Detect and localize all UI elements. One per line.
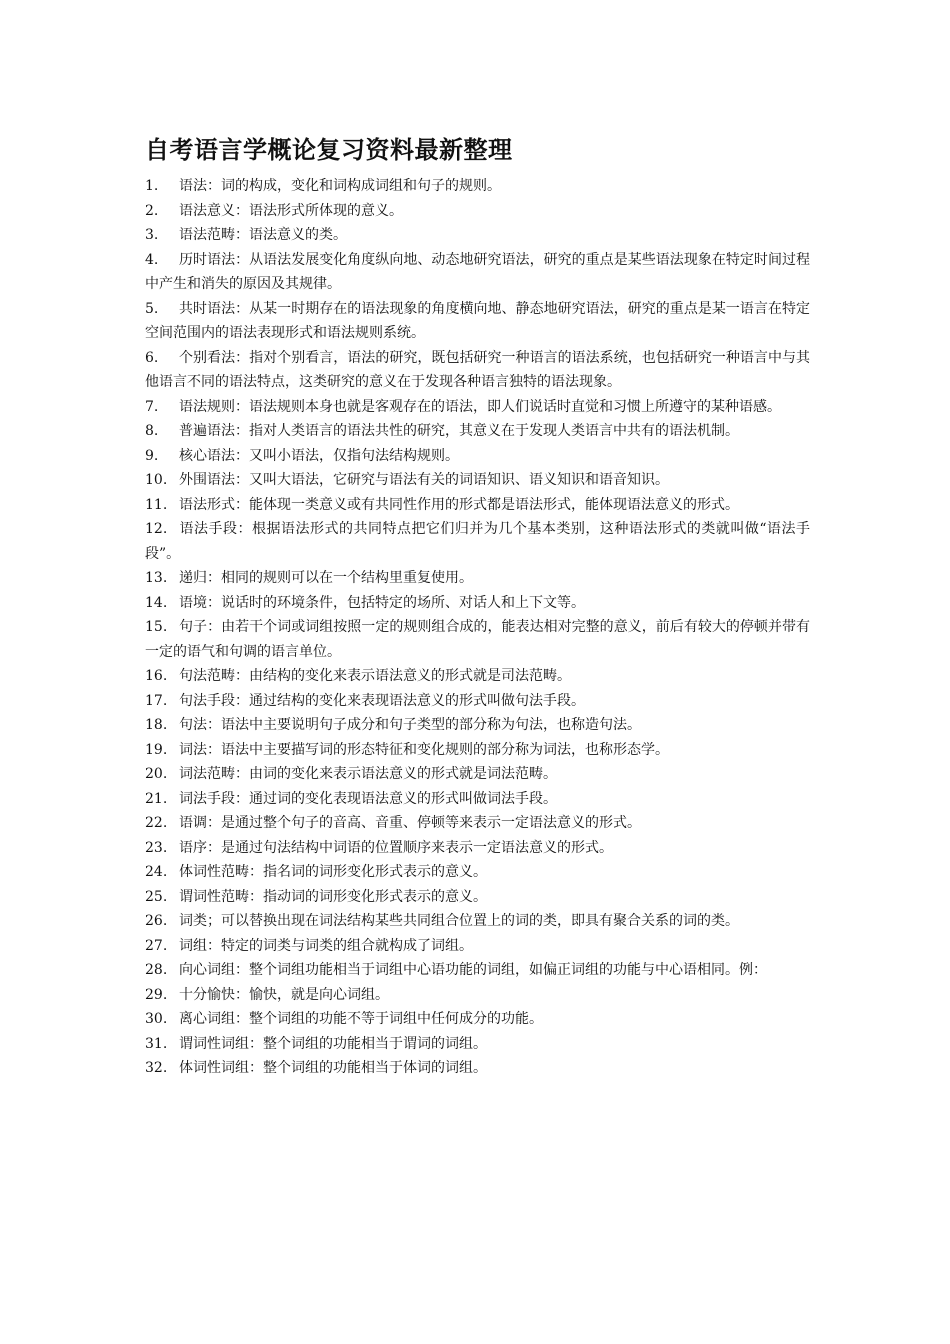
item-number: 5. xyxy=(145,300,159,317)
item-text: 十分愉快：愉快，就是向心词组。 xyxy=(179,986,389,1003)
item-number: 32. xyxy=(145,1060,168,1076)
item-text: 句法：语法中主要说明句子成分和句子类型的部分称为句法，也称造句法。 xyxy=(179,717,641,733)
item-text: 语境：说话时的环境条件，包括特定的场所、对话人和上下文等。 xyxy=(179,594,585,611)
item-number: 23. xyxy=(145,839,168,856)
item-number: 7. xyxy=(145,398,159,415)
list-item xyxy=(145,248,810,297)
item-number: 27. xyxy=(145,937,168,954)
list-item xyxy=(145,517,810,566)
item-number: 28. xyxy=(145,962,168,978)
item-number: 29. xyxy=(145,986,168,1003)
item-number: 11. xyxy=(145,496,168,513)
list-item xyxy=(145,664,810,689)
list-item xyxy=(145,860,810,885)
list-item xyxy=(145,762,810,787)
list-item xyxy=(145,811,810,836)
item-text: 句法手段：通过结构的变化来表现语法意义的形式叫做句法手段。 xyxy=(179,692,585,709)
item-number: 17. xyxy=(145,692,168,709)
list-item xyxy=(145,836,810,861)
item-number: 8. xyxy=(145,423,159,439)
item-number: 1. xyxy=(145,178,159,194)
item-text: 语法规则：语法规则本身也就是客观存在的语法，即人们说话时直觉和习惯上所遵守的某种语感。 xyxy=(179,398,781,415)
item-text: 谓词性范畴：指动词的词形变化形式表示的意义。 xyxy=(179,888,487,905)
list-item xyxy=(145,1007,810,1032)
list-item xyxy=(145,566,810,591)
item-text: 语法手段：根据语法形式的共同特点把它们归并为几个基本类别，这种语法形式的类就叫做“语法手段”。 xyxy=(145,521,810,562)
list-item xyxy=(145,1032,810,1057)
item-number: 6. xyxy=(145,349,159,366)
list-item xyxy=(145,493,810,518)
list-item xyxy=(145,689,810,714)
list-item xyxy=(145,199,810,224)
item-text: 共时语法：从某一时期存在的语法现象的角度横向地、静态地研究语法，研究的重点是某一语言在特定空间范围内的语法表现形式和语法规则系统。 xyxy=(145,300,810,341)
list-item xyxy=(145,174,810,199)
item-number: 16. xyxy=(145,668,168,684)
item-text: 语法形式：能体现一类意义或有共同性作用的形式都是语法形式，能体现语法意义的形式。 xyxy=(179,496,739,513)
list-item xyxy=(145,958,810,983)
definition-list xyxy=(145,174,810,1081)
item-text: 句子：由若干个词或词组按照一定的规则组合成的，能表达相对完整的意义，前后有较大的停顿并带有一定的语气和句调的语言单位。 xyxy=(145,619,810,660)
list-item xyxy=(145,444,810,469)
item-number: 19. xyxy=(145,741,168,758)
item-text: 普遍语法：指对人类语言的语法共性的研究，其意义在于发现人类语言中共有的语法机制。 xyxy=(179,423,739,439)
list-item xyxy=(145,1056,810,1081)
document-title: 自考语言学概论复习资料最新整理 xyxy=(145,136,513,164)
item-text: 核心语法：又叫小语法，仅指句法结构规则。 xyxy=(179,447,459,464)
item-number: 22. xyxy=(145,815,168,831)
list-item xyxy=(145,297,810,346)
list-item xyxy=(145,395,810,420)
item-text: 谓词性词组：整个词组的功能相当于谓词的词组。 xyxy=(179,1035,487,1052)
item-number: 3. xyxy=(145,227,159,243)
item-number: 15. xyxy=(145,619,168,635)
item-number: 10. xyxy=(145,472,168,488)
item-number: 12. xyxy=(145,521,168,537)
document-page xyxy=(145,132,810,1081)
item-text: 个别看法：指对个别看言，语法的研究，既包括研究一种语言的语法系统，也包括研究一种语言中与其他语言不同的语法特点，这类研究的意义在于发现各种语言独特的语法现象。 xyxy=(145,349,810,390)
list-item xyxy=(145,591,810,616)
list-item xyxy=(145,909,810,934)
item-text: 历时语法：从语法发展变化角度纵向地、动态地研究语法，研究的重点是某些语法现象在特定时间过程中产生和消失的原因及其规律。 xyxy=(145,251,810,292)
list-item xyxy=(145,223,810,248)
list-item xyxy=(145,419,810,444)
item-text: 语法范畴：语法意义的类。 xyxy=(179,227,347,243)
list-item xyxy=(145,468,810,493)
item-number: 31. xyxy=(145,1035,168,1052)
list-item xyxy=(145,934,810,959)
list-item xyxy=(145,885,810,910)
item-text: 外围语法：又叫大语法，它研究与语法有关的词语知识、语义知识和语音知识。 xyxy=(179,472,669,488)
item-number: 2. xyxy=(145,202,159,219)
list-item xyxy=(145,615,810,664)
item-text: 语法意义：语法形式所体现的意义。 xyxy=(179,202,403,219)
item-text: 词组：特定的词类与词类的组合就构成了词组。 xyxy=(179,937,473,954)
item-text: 词法：语法中主要描写词的形态特征和变化规则的部分称为词法，也称形态学。 xyxy=(179,741,669,758)
item-text: 语调：是通过整个句子的音高、音重、停顿等来表示一定语法意义的形式。 xyxy=(179,815,641,831)
list-item xyxy=(145,713,810,738)
item-number: 9. xyxy=(145,447,159,464)
item-text: 词类；可以替换出现在词法结构某些共同组合位置上的词的类，即具有聚合关系的词的类。 xyxy=(179,913,739,929)
item-number: 25. xyxy=(145,888,168,905)
item-text: 语法：词的构成，变化和词构成词组和句子的规则。 xyxy=(179,178,501,194)
item-number: 13. xyxy=(145,570,168,586)
item-number: 24. xyxy=(145,864,168,880)
item-text: 词法范畴：由词的变化来表示语法意义的形式就是词法范畴。 xyxy=(179,766,557,782)
item-text: 递归：相同的规则可以在一个结构里重复使用。 xyxy=(179,570,473,586)
list-item xyxy=(145,787,810,812)
item-text: 离心词组：整个词组的功能不等于词组中任何成分的功能。 xyxy=(179,1011,543,1027)
item-text: 语序：是通过句法结构中词语的位置顺序来表示一定语法意义的形式。 xyxy=(179,839,613,856)
item-number: 26. xyxy=(145,913,168,929)
item-text: 体词性范畴：指名词的词形变化形式表示的意义。 xyxy=(179,864,487,880)
list-item xyxy=(145,346,810,395)
item-text: 词法手段：通过词的变化表现语法意义的形式叫做词法手段。 xyxy=(179,790,557,807)
item-number: 14. xyxy=(145,594,168,611)
item-number: 20. xyxy=(145,766,168,782)
item-text: 句法范畴：由结构的变化来表示语法意义的形式就是司法范畴。 xyxy=(179,668,571,684)
list-item xyxy=(145,983,810,1008)
list-item xyxy=(145,738,810,763)
item-text: 向心词组：整个词组功能相当于词组中心语功能的词组，如偏正词组的功能与中心语相同。例： xyxy=(179,962,767,978)
item-number: 4. xyxy=(145,251,159,268)
item-number: 30. xyxy=(145,1011,168,1027)
item-number: 18. xyxy=(145,717,168,733)
item-text: 体词性词组：整个词组的功能相当于体词的词组。 xyxy=(179,1060,487,1076)
item-number: 21. xyxy=(145,790,168,807)
